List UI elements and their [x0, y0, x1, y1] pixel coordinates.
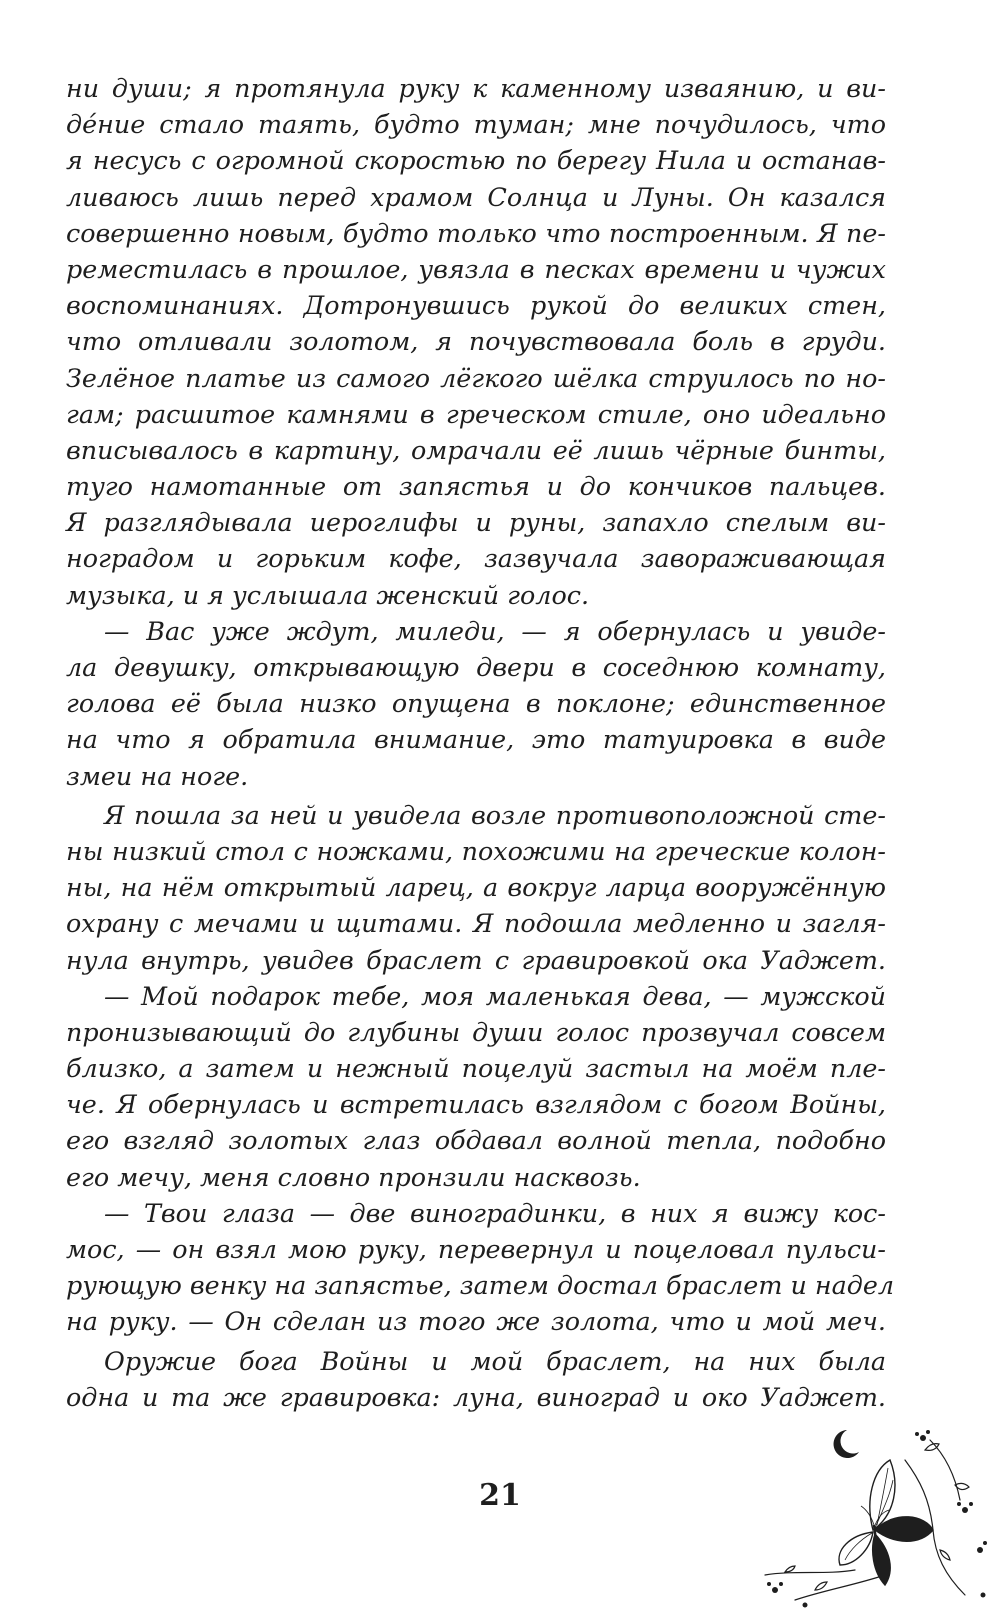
text-line: туго намотанные от запястья и до кончиков пальцев. — [66, 471, 886, 502]
page-number: 21 — [479, 1478, 521, 1513]
text-line: де́ние стало таять, будто туман; мне почудилось, что — [66, 109, 886, 140]
text-line: гам; расшитое камнями в греческом стиле, оно идеально — [66, 398, 886, 429]
text-line: — Твои глаза — две виноградинки, в них я вижу кос- — [104, 1197, 886, 1228]
text-line: я несусь с огромной скоростью по берегу Нила и останав- — [66, 145, 886, 176]
text-line: одна и та же гравировка: луна, виноград и око Уаджет. — [66, 1381, 886, 1412]
text-line: Я пошла за ней и увидела возле противоположной сте- — [104, 799, 886, 830]
text-line: голова её была низко опущена в поклоне; единственное — [66, 688, 886, 719]
text-line: нула внутрь, увидев браслет с гравировкой ока Уаджет. — [66, 944, 886, 975]
text-line: ливаюсь лишь перед храмом Солнца и Луны. Он казался — [66, 181, 886, 212]
text-line: Оружие бога Войны и мой браслет, на них была — [104, 1345, 886, 1376]
text-line: че. Я обернулась и встретилась взглядом с богом Войны, — [66, 1089, 886, 1120]
text-line: реместилась в прошлое, увязла в песках времени и чужих — [66, 253, 886, 284]
text-line: ни души; я протянула руку к каменному изваянию, и ви- — [66, 73, 886, 103]
text-line: вписывалось в картину, омрачали её лишь чёрные бинты, — [66, 434, 886, 465]
text-line: ноградом и горьким кофе, зазвучала завораживающая — [66, 543, 886, 574]
text-line: музыка, и я услышала женский голос. — [66, 579, 590, 610]
text-line: — Мой подарок тебе, моя маленькая дева, — мужской — [104, 980, 886, 1011]
text-line: Зелёное платье из самого лёгкого шёлка струилось по но- — [66, 362, 886, 393]
butterfly-moon-floral-icon — [755, 1400, 1000, 1616]
text-line: его мечу, меня словно пронзили насквозь. — [66, 1161, 641, 1192]
text-line: пронизывающий до глубины души голос прозвучал совсем — [66, 1016, 886, 1047]
text-line: близко, а затем и нежный поцелуй застыл на моём пле- — [66, 1053, 886, 1084]
text-line: совершенно новым, будто только что построенным. Я пе- — [66, 217, 886, 248]
text-line: воспоминаниях. Дотронувшись рукой до великих стен, — [66, 290, 886, 321]
text-line: змеи на ноге. — [66, 760, 249, 791]
body-text — [66, 70, 895, 1415]
text-line: охрану с мечами и щитами. Я подошла медленно и загля- — [66, 908, 886, 939]
text-line: Я разглядывала иероглифы и руны, запахло спелым ви- — [66, 507, 886, 538]
text-line: — Вас уже ждут, миледи, — я обернулась и увиде- — [104, 615, 886, 646]
text-line: рующую венку на запястье, затем достал браслет и надел — [66, 1270, 895, 1301]
text-line: на руку. — Он сделан из того же золота, что и мой меч. — [66, 1306, 886, 1337]
text-line: на что я обратила внимание, это татуировка в виде — [66, 724, 886, 755]
text-line: его взгляд золотых глаз обдавал волной тепла, подобно — [66, 1125, 886, 1156]
text-line: ны, на нём открытый ларец, а вокруг ларца вооружённую — [66, 872, 886, 903]
text-line: мос, — он взял мою руку, перевернул и поцеловал пульси- — [66, 1234, 886, 1264]
text-line: ны низкий стол с ножками, похожими на греческие колон- — [66, 835, 886, 866]
text-line: ла девушку, открывающую двери в соседнюю комнату, — [66, 652, 886, 682]
text-line: что отливали золотом, я почувствовала боль в груди. — [66, 326, 886, 357]
